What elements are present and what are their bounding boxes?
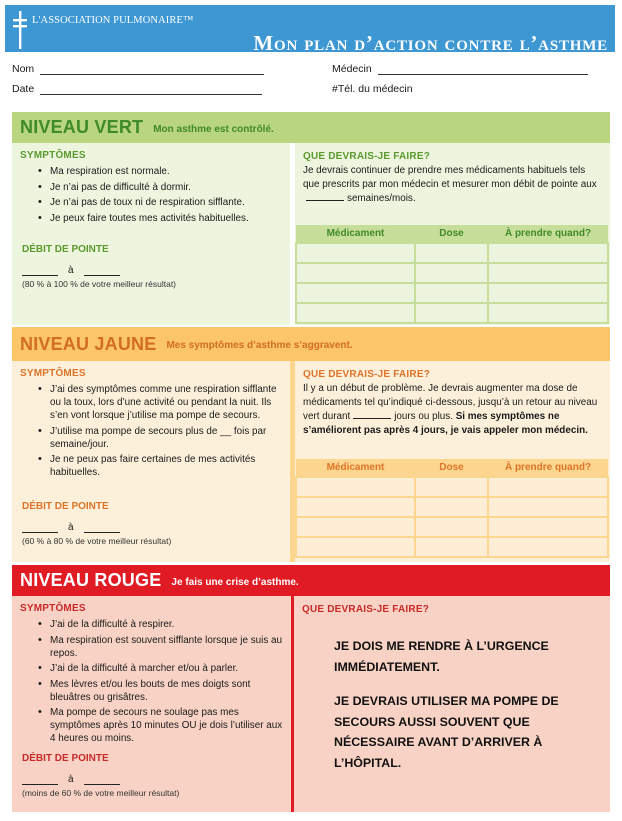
table-cell[interactable] [415, 243, 488, 263]
table-cell[interactable] [488, 517, 608, 537]
action-text-part: jours ou plus. [394, 411, 453, 422]
yellow-level-header [12, 327, 610, 361]
red-symptoms-list [20, 618, 291, 745]
table-cell[interactable] [415, 283, 488, 303]
urgent-instruction-1: JE DOIS ME RENDRE À L’URGENCE IMMÉDIATEMENT. [334, 639, 549, 674]
doctor-phone-label: #Tél. du médecin [332, 83, 413, 95]
symptom-item: • Je peux faire toutes mes activités habituelles. [20, 212, 290, 225]
table-cell[interactable] [415, 517, 488, 537]
action-text-bold: Si mes symptômes ne s’améliorent pas après 4 jours, je vais appeler mon médecin. [303, 411, 588, 436]
date-label: Date [12, 83, 35, 95]
table-cell[interactable] [296, 243, 415, 263]
table-cell[interactable] [296, 263, 415, 283]
name-field[interactable] [12, 63, 264, 75]
red-action-panel [294, 596, 610, 812]
table-row [296, 537, 608, 557]
doctor-field[interactable] [332, 63, 588, 75]
green-symptoms-list [20, 165, 290, 225]
table-cell[interactable] [415, 477, 488, 497]
peak-min-input[interactable] [22, 267, 58, 276]
organization-name: L'ASSOCIATION PULMONAIRE™ [32, 15, 194, 26]
green-symptoms-panel [12, 143, 290, 325]
peak-max-input[interactable] [84, 776, 120, 785]
symptom-item: • Je ne peux pas faire certaines de mes activités habituelles. [20, 453, 290, 479]
red-action-title: QUE DEVRAIS-JE FAIRE? [302, 604, 429, 615]
table-cell[interactable] [296, 283, 415, 303]
yellow-action-text [303, 382, 602, 438]
symptom-item: • J’ai de la difficulté à marcher et/ou à parler. [20, 662, 291, 675]
symptom-item: • Mes lèvres et/ou les bouts de mes doigts sont bleuâtres ou grisâtres. [20, 678, 291, 704]
red-level-subtitle: Je fais une crise d’asthme. [171, 576, 299, 588]
red-symptoms-title: SYMPTÔMES [20, 603, 86, 614]
column-header-medication: Médicament [296, 459, 415, 477]
yellow-action-title: QUE DEVRAIS-JE FAIRE? [303, 369, 430, 380]
table-row [296, 263, 608, 283]
date-input[interactable] [40, 85, 262, 95]
days-input[interactable] [353, 410, 391, 419]
table-row [296, 497, 608, 517]
symptom-item: • Ma respiration est normale. [20, 165, 290, 178]
green-action-title: QUE DEVRAIS-JE FAIRE? [303, 151, 430, 162]
yellow-symptoms-title: SYMPTÔMES [20, 368, 86, 379]
table-cell[interactable] [296, 497, 415, 517]
table-row [296, 303, 608, 323]
yellow-peak-title: DÉBIT DE POINTE [22, 501, 109, 512]
table-row [296, 243, 608, 263]
symptom-item: • Ma pompe de secours ne soulage pas mes symptômes après 10 minutes OU je dois l’utiliser aux 4 heures ou moins. [20, 706, 291, 745]
table-cell[interactable] [415, 537, 488, 557]
name-label: Nom [12, 63, 35, 75]
red-level-title: NIVEAU ROUGE [20, 570, 162, 590]
date-field[interactable] [12, 83, 262, 95]
peak-max-input[interactable] [84, 267, 120, 276]
symptom-item: • Ma respiration est souvent sifflante lorsque je suis au repos. [20, 634, 291, 660]
table-cell[interactable] [488, 537, 608, 557]
page-title: Mon plan d’action contre l’asthme [253, 31, 608, 55]
urgent-instruction-2: JE DEVRAIS UTILISER MA POMPE DE SECOURS AUSSI SOUVENT QUE NÉCESSAIRE AVANT D’ARRIVER À L’HÔPITAL. [334, 694, 559, 770]
green-action-text [303, 164, 602, 206]
column-header-dose: Dose [415, 225, 488, 243]
double-cross-icon [13, 11, 27, 49]
table-cell[interactable] [488, 243, 608, 263]
green-peak-note: (80 % à 100 % de votre meilleur résultat) [22, 279, 177, 289]
column-header-medication: Médicament [296, 225, 415, 243]
table-cell[interactable] [296, 517, 415, 537]
table-cell[interactable] [296, 537, 415, 557]
table-row [296, 517, 608, 537]
column-header-when: À prendre quand? [488, 225, 608, 243]
symptom-item: • Je n’ai pas de toux ni de respiration sifflante. [20, 196, 290, 209]
red-peak-note: (moins de 60 % de votre meilleur résultat) [22, 788, 180, 798]
yellow-symptoms-panel [12, 361, 290, 562]
name-input[interactable] [40, 65, 264, 75]
yellow-level-subtitle: Mes symptômes d’asthme s’aggravent. [166, 340, 353, 351]
table-row [296, 477, 608, 497]
column-header-when: À prendre quand? [488, 459, 608, 477]
symptom-item: • J’ai des symptômes comme une respiration sifflante ou la toux, lors d’une activité ou pendant la nuit. Ils s’en vont lorsque j’utilise ma pompe de secours. [20, 383, 290, 422]
column-header-dose: Dose [415, 459, 488, 477]
peak-to-label: à [68, 265, 74, 276]
yellow-peak-note: (60 % à 80 % de votre meilleur résultat) [22, 536, 172, 546]
table-cell[interactable] [488, 263, 608, 283]
table-cell[interactable] [415, 303, 488, 323]
peak-min-input[interactable] [22, 776, 58, 785]
peak-min-input[interactable] [22, 524, 58, 533]
table-cell[interactable] [415, 497, 488, 517]
action-text-part: Il y a un début de problème. Je devrais augmenter ma dose de médicaments tel qu’indiqué ci-dessous, jusqu’à un retour au niveau vert durant [303, 383, 598, 422]
table-cell[interactable] [488, 303, 608, 323]
yellow-level-title: NIVEAU JAUNE [20, 333, 157, 354]
green-medication-table [295, 225, 609, 324]
peak-to-label: à [68, 522, 74, 533]
green-level-subtitle: Mon asthme est contrôlé. [153, 123, 274, 135]
table-row [296, 283, 608, 303]
interval-input[interactable] [306, 192, 344, 201]
red-peak-flow [22, 753, 179, 798]
green-level-header [12, 112, 610, 143]
table-cell[interactable] [296, 303, 415, 323]
green-symptoms-title: SYMPTÔMES [20, 150, 86, 161]
table-cell[interactable] [488, 283, 608, 303]
symptom-item: • Je n’ai pas de difficulté à dormir. [20, 181, 290, 194]
green-level-title: NIVEAU VERT [20, 117, 144, 137]
yellow-medication-table [295, 459, 609, 558]
green-peak-title: DÉBIT DE POINTE [22, 244, 109, 255]
table-cell[interactable] [296, 477, 415, 497]
action-text-part: Je devrais continuer de prendre mes médicaments habituels tels que prescrits par mon médecin et mesurer mon débit de pointe aux [303, 165, 597, 190]
symptom-item: • J’ai de la difficulté à respirer. [20, 618, 291, 631]
doctor-input[interactable] [378, 65, 588, 75]
action-text-part: semaines/mois. [347, 193, 416, 204]
table-cell[interactable] [415, 263, 488, 283]
red-symptoms-panel [12, 596, 291, 812]
doctor-phone-field[interactable] [332, 83, 413, 95]
red-peak-title: DÉBIT DE POINTE [22, 753, 109, 764]
symptom-item: • J’utilise ma pompe de secours plus de __ fois par semaine/jour. [20, 425, 290, 451]
red-level-header [12, 565, 610, 596]
peak-to-label: à [68, 774, 74, 785]
yellow-peak-flow [22, 501, 171, 546]
peak-max-input[interactable] [84, 524, 120, 533]
table-cell[interactable] [488, 477, 608, 497]
doctor-label: Médecin [332, 63, 372, 75]
table-cell[interactable] [488, 497, 608, 517]
green-peak-flow [22, 244, 176, 289]
yellow-symptoms-list [20, 383, 290, 479]
header-banner [5, 5, 615, 55]
